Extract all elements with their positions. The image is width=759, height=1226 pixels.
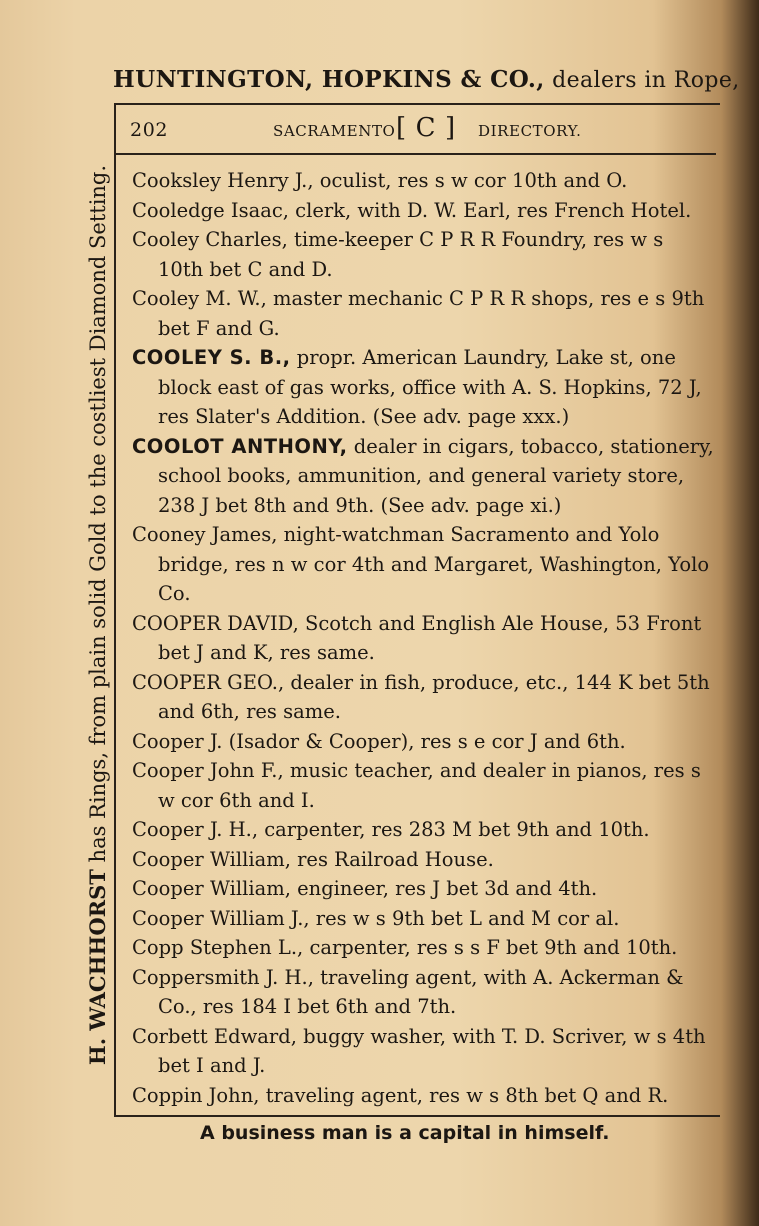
- directory-entry: Cooper William, engineer, res J bet 3d and 4th.: [132, 877, 598, 900]
- directory-entry: Cooledge Isaac, clerk, with D. W. Earl, res French Hotel.: [132, 198, 692, 222]
- directory-entry: Cooper William, res Railroad House.: [132, 847, 494, 871]
- bottom-advertisement: A business man is a capital in himself.: [200, 1122, 610, 1144]
- header-letter: [ C ]: [396, 113, 456, 143]
- directory-entry: Cooper J. H., carpenter, res 283 M bet 9th and 10th.: [132, 818, 650, 841]
- directory-entry: Cooley M. W., master mechanic C P R R shops, res e s 9th bet F and G.: [132, 287, 705, 340]
- directory-entry: Cooper William J., res w s 9th bet L and M cor al.: [132, 906, 620, 930]
- directory-entry: Cooley Charles, time-keeper C P R R Foundry, res w s 10th bet C and D.: [132, 228, 664, 281]
- directory-entry: COOPER GEO., dealer in fish, produce, etc., 144 K bet 5th and 6th, res same.: [132, 670, 710, 723]
- side-advertisement: [80, 90, 116, 1140]
- top-advertisement-bold: HUNTINGTON, HOPKINS & CO.,: [113, 66, 545, 93]
- directory-entry: COOLEY S. B., propr. American Laundry, Lake st, one block east of gas works, office with A. S. Hopkins, 72 J, res Slater's Addition. (See adv. page xxx.): [132, 346, 702, 428]
- header-city: SACRAMENTO: [273, 122, 396, 140]
- header-directory: DIRECTORY.: [478, 122, 582, 140]
- directory-entry: COOLOT ANTHONY, dealer in cigars, tobacco, stationery, school books, ammunition, and general variety store, 238 J bet 8th and 9th. (See adv. page xi.): [132, 434, 714, 517]
- entry-name-bold: COOLEY S. B.,: [132, 346, 291, 369]
- directory-entry: Copp Stephen L., carpenter, res s s F bet 9th and 10th.: [132, 936, 678, 959]
- directory-entry: COOPER DAVID, Scotch and English Ale House, 53 Front bet J and K, res same.: [132, 611, 702, 664]
- directory-entry: Cooper John F., music teacher, and dealer in pianos, res s w cor 6th and I.: [132, 759, 701, 812]
- side-advertisement-rest: has Rings, from plain solid Gold to the costliest Diamond Setting.: [86, 164, 110, 870]
- top-advertisement-rest: dealers in Rope,: [544, 68, 740, 93]
- directory-entry: Coppin John, traveling agent, res w s 8th bet Q and R.: [132, 1083, 669, 1107]
- directory-entry: Cooksley Henry J., oculist, res s w cor 10th and O.: [132, 169, 628, 192]
- directory-entry: Cooper J. (Isador & Cooper), res s e cor J and 6th.: [132, 729, 626, 753]
- page-number: 202: [130, 119, 169, 141]
- header-rule: [116, 153, 716, 155]
- directory-entry: Corbett Edward, buggy washer, with T. D. Scriver, w s 4th bet I and J.: [132, 1024, 706, 1077]
- directory-entries: [132, 166, 714, 1110]
- top-advertisement: [113, 66, 740, 93]
- directory-entry: Cooney James, night-watchman Sacramento and Yolo bridge, res n w cor 4th and Margaret, Washington, Yolo Co.: [132, 523, 710, 605]
- running-header: [130, 115, 710, 151]
- directory-entry: Coppersmith J. H., traveling agent, with A. Ackerman & Co., res 184 I bet 6th and 7th.: [132, 965, 684, 1018]
- entry-name-bold: COOLOT ANTHONY,: [132, 434, 348, 458]
- side-advertisement-bold: H. WACHHORST: [85, 869, 110, 1066]
